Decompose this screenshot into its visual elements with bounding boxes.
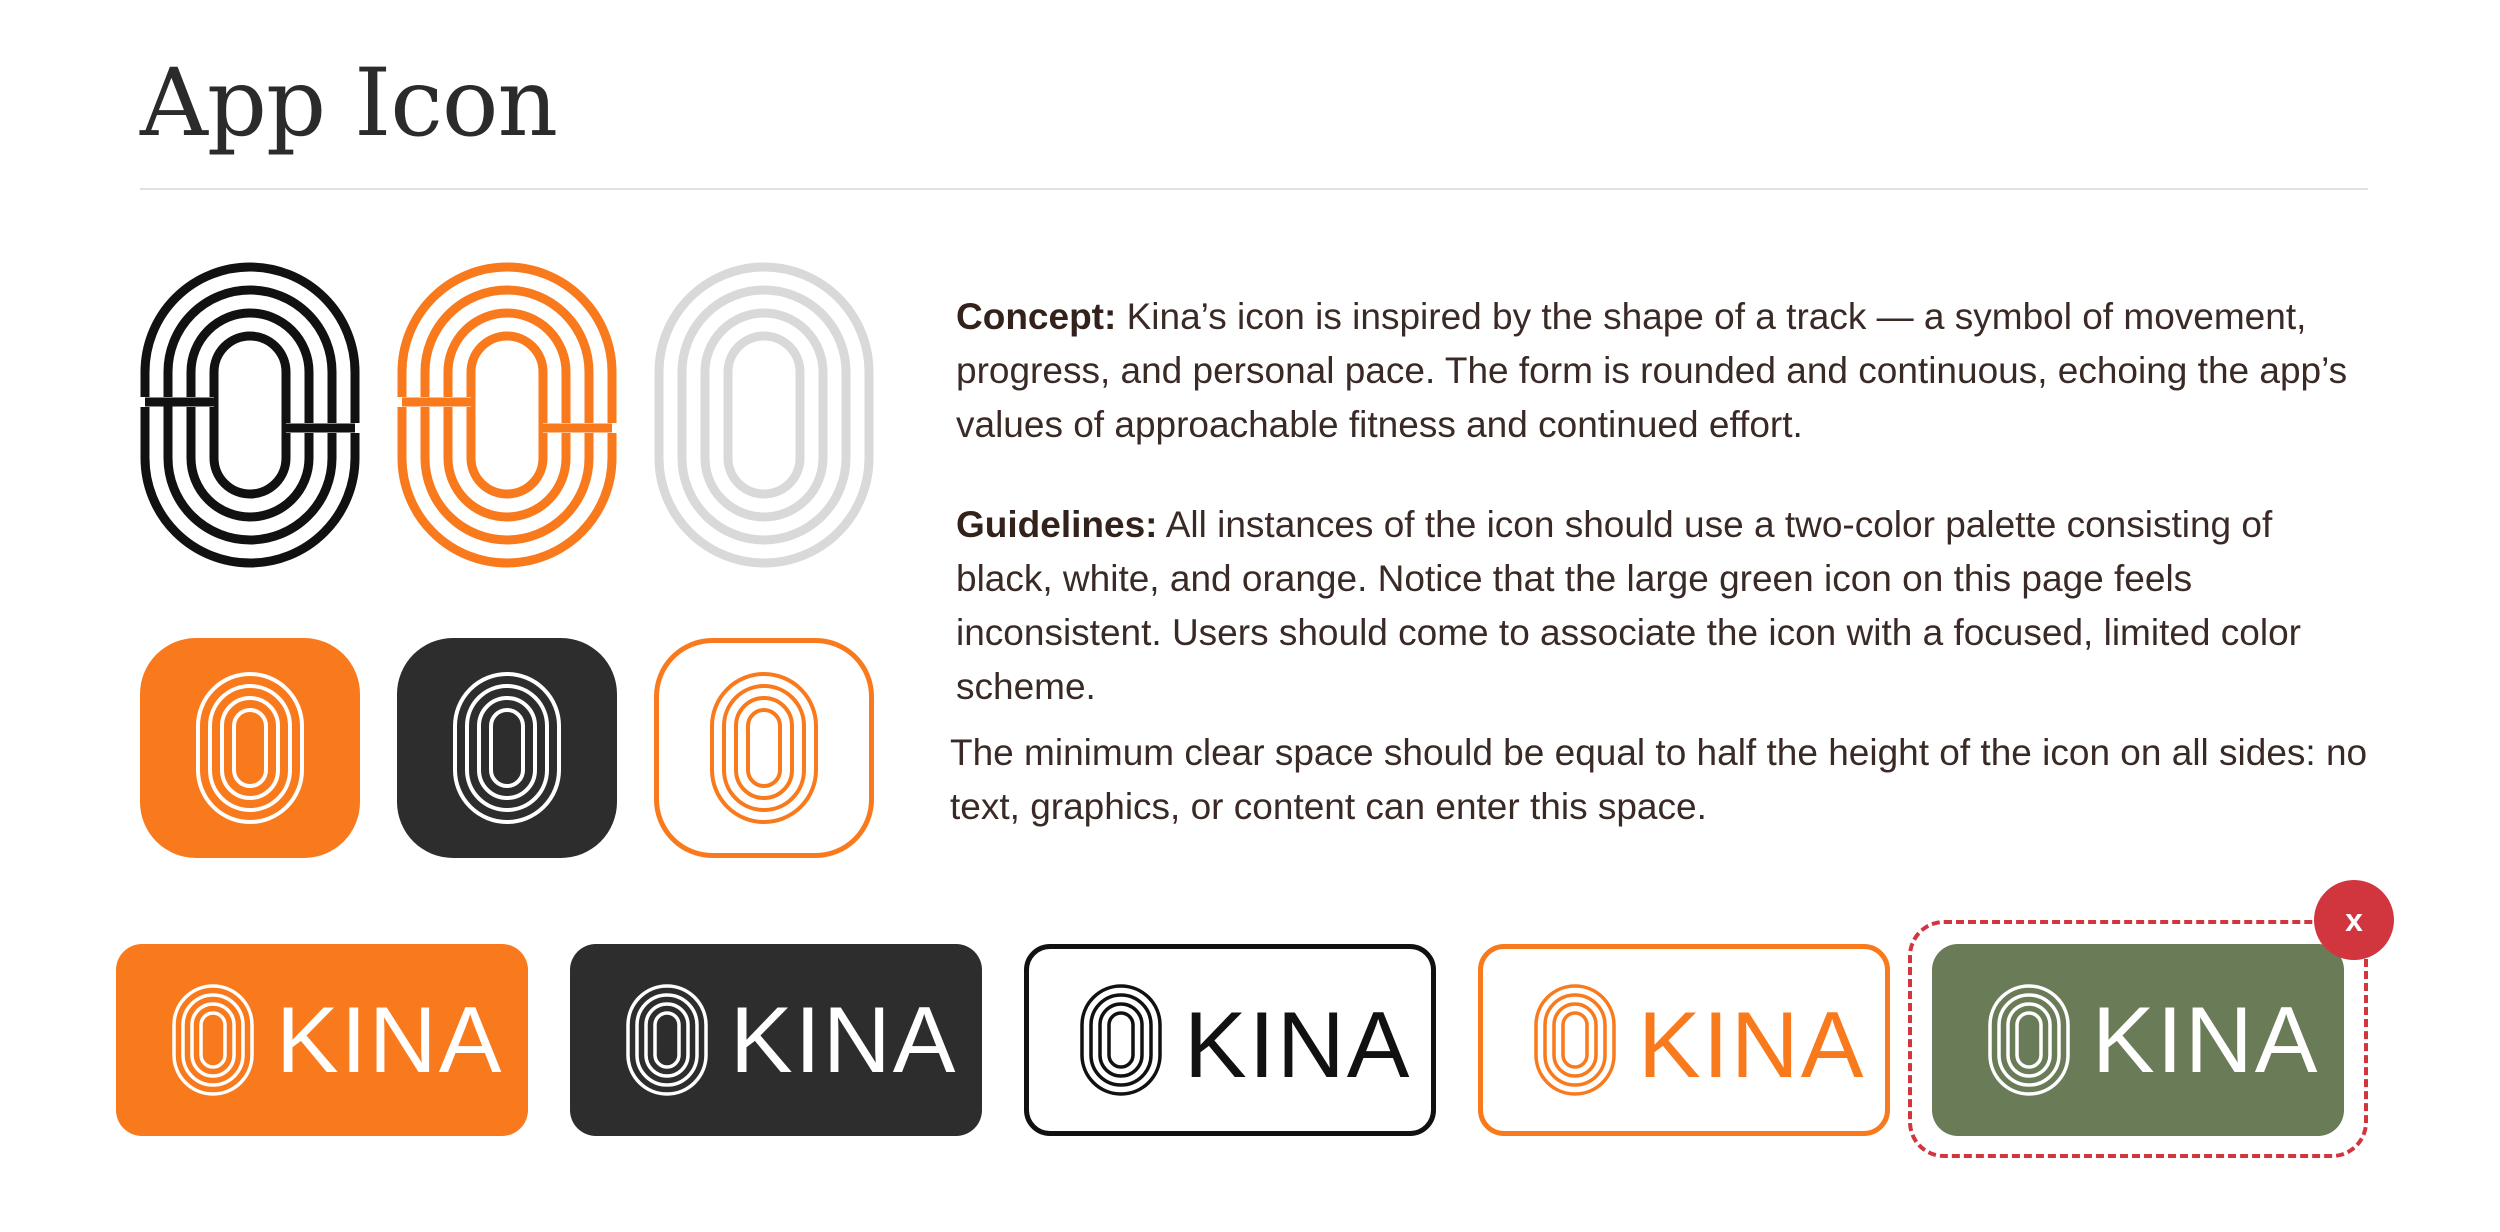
lockup-dark <box>570 944 982 1136</box>
lockup-outline-dark <box>1024 944 1436 1136</box>
track-icon-orange <box>397 262 617 568</box>
track-icon-black <box>140 262 360 568</box>
close-icon[interactable]: x <box>2314 880 2394 960</box>
wordmark: KINA <box>2092 987 2320 1092</box>
wordmark: KINA <box>276 987 504 1092</box>
track-icon <box>1080 984 1162 1101</box>
track-icon <box>626 984 708 1101</box>
page-title: App Icon <box>140 49 558 158</box>
track-icon <box>1534 984 1616 1101</box>
app-tile-orange <box>140 638 360 858</box>
concept-text: Kina’s icon is inspired by the shape of a track — a symbol of movement, progress, and personal pace. The form is rounded and continuous, echoing the app’s values of approachable fitness and continued effort. <box>956 296 2348 445</box>
app-tile-dark <box>397 638 617 858</box>
track-icon-gray <box>654 262 874 568</box>
wordmark: KINA <box>1184 992 1412 1097</box>
inconsistency-highlight <box>1908 920 2368 1158</box>
lockup-orange <box>116 944 528 1136</box>
wordmark: KINA <box>1638 992 1866 1097</box>
concept-label: Concept: <box>956 296 1117 337</box>
wordmark: KINA <box>730 987 958 1092</box>
app-tile-outline <box>654 638 874 858</box>
title-divider <box>140 188 2368 190</box>
guidelines-paragraph <box>956 498 2376 714</box>
guidelines-text: All instances of the icon should use a two-color palette consisting of black, white, and orange. Notice that the large green icon on this page feels inconsistent. Users should come to associate the icon with a focused, limited color scheme. <box>956 504 2301 707</box>
clear-space-paragraph: The minimum clear space should be equal to half the height of the icon on all sides: no text, graphics, or content can enter this space. <box>950 732 2368 827</box>
guidelines-label: Guidelines: <box>956 504 1158 545</box>
track-icon <box>172 984 254 1101</box>
description <box>950 290 2376 834</box>
concept-paragraph <box>956 290 2376 452</box>
lockup-outline-orange <box>1478 944 1890 1136</box>
